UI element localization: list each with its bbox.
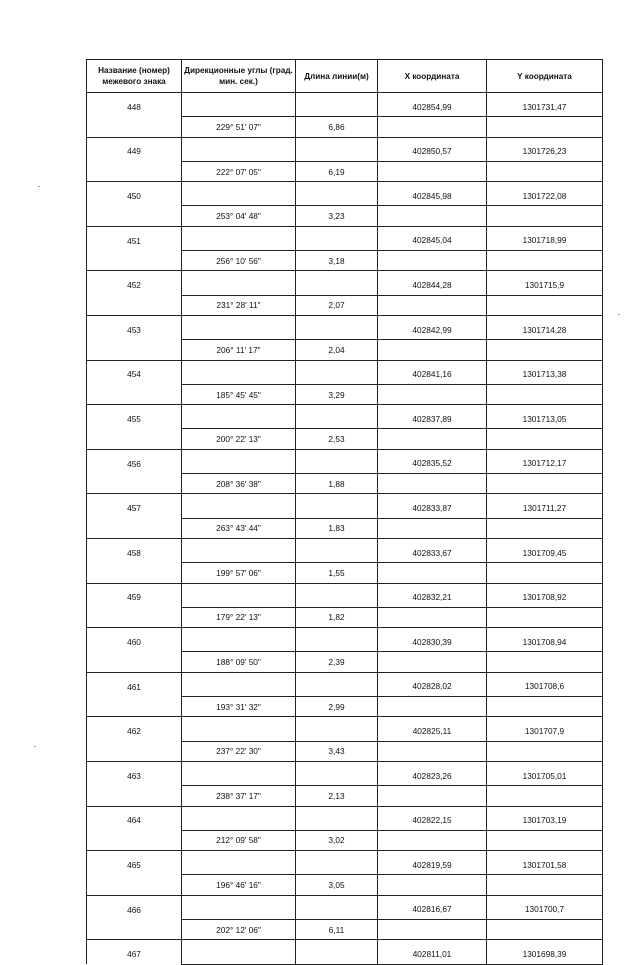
empty-angle-cell bbox=[182, 851, 296, 875]
y-coordinate-cell: 1301708,6 bbox=[487, 672, 603, 696]
header-line-length: Длина линии(м) bbox=[296, 60, 378, 93]
empty-y-cell bbox=[487, 117, 603, 137]
segment-row bbox=[87, 340, 603, 360]
line-length-cell: 6,19 bbox=[296, 161, 378, 181]
point-name-cell: 453 bbox=[87, 315, 182, 339]
point-row bbox=[87, 271, 603, 295]
directional-angle-cell: 202° 12' 06" bbox=[182, 919, 296, 939]
directional-angle-cell: 256° 10' 56" bbox=[182, 251, 296, 271]
point-name-cell: 459 bbox=[87, 583, 182, 607]
empty-x-cell bbox=[378, 206, 487, 226]
empty-y-cell bbox=[487, 563, 603, 583]
empty-name-cell bbox=[87, 697, 182, 717]
segment-row bbox=[87, 295, 603, 315]
empty-length-cell bbox=[296, 940, 378, 964]
empty-y-cell bbox=[487, 607, 603, 627]
empty-name-cell bbox=[87, 295, 182, 315]
y-coordinate-cell: 1301701,58 bbox=[487, 851, 603, 875]
segment-row bbox=[87, 563, 603, 583]
point-name-cell: 467 bbox=[87, 940, 182, 964]
empty-name-cell bbox=[87, 518, 182, 538]
empty-angle-cell bbox=[182, 940, 296, 964]
coordinates-sheet bbox=[86, 59, 603, 965]
empty-y-cell bbox=[487, 340, 603, 360]
point-row bbox=[87, 360, 603, 384]
scan-speck bbox=[34, 746, 36, 747]
line-length-cell: 2,07 bbox=[296, 295, 378, 315]
point-row bbox=[87, 672, 603, 696]
empty-x-cell bbox=[378, 518, 487, 538]
empty-y-cell bbox=[487, 429, 603, 449]
point-name-cell: 450 bbox=[87, 182, 182, 206]
point-row bbox=[87, 137, 603, 161]
x-coordinate-cell: 402816,67 bbox=[378, 895, 487, 919]
x-coordinate-cell: 402811,01 bbox=[378, 940, 487, 964]
empty-name-cell bbox=[87, 741, 182, 761]
empty-x-cell bbox=[378, 295, 487, 315]
directional-angle-cell: 199° 57' 06" bbox=[182, 563, 296, 583]
empty-length-cell bbox=[296, 583, 378, 607]
empty-angle-cell bbox=[182, 806, 296, 830]
empty-name-cell bbox=[87, 251, 182, 271]
point-name-cell: 465 bbox=[87, 851, 182, 875]
x-coordinate-cell: 402822,15 bbox=[378, 806, 487, 830]
point-name-cell: 458 bbox=[87, 538, 182, 562]
x-coordinate-cell: 402845,98 bbox=[378, 182, 487, 206]
empty-x-cell bbox=[378, 117, 487, 137]
line-length-cell: 6,11 bbox=[296, 919, 378, 939]
y-coordinate-cell: 1301713,38 bbox=[487, 360, 603, 384]
x-coordinate-cell: 402841,16 bbox=[378, 360, 487, 384]
x-coordinate-cell: 402842,99 bbox=[378, 315, 487, 339]
empty-name-cell bbox=[87, 474, 182, 494]
line-length-cell: 1,55 bbox=[296, 563, 378, 583]
empty-y-cell bbox=[487, 206, 603, 226]
line-length-cell: 2,39 bbox=[296, 652, 378, 672]
empty-x-cell bbox=[378, 429, 487, 449]
point-name-cell: 466 bbox=[87, 895, 182, 919]
x-coordinate-cell: 402845,04 bbox=[378, 226, 487, 250]
boundary-coordinates-table bbox=[86, 59, 603, 965]
empty-length-cell bbox=[296, 717, 378, 741]
header-directional-angle: Дирекционные углы (град. мин. сек.) bbox=[182, 60, 296, 93]
point-name-cell: 449 bbox=[87, 137, 182, 161]
segment-row bbox=[87, 741, 603, 761]
point-name-cell: 462 bbox=[87, 717, 182, 741]
y-coordinate-cell: 1301708,92 bbox=[487, 583, 603, 607]
line-length-cell: 3,05 bbox=[296, 875, 378, 895]
empty-length-cell bbox=[296, 137, 378, 161]
point-name-cell: 455 bbox=[87, 405, 182, 429]
empty-y-cell bbox=[487, 830, 603, 850]
empty-angle-cell bbox=[182, 360, 296, 384]
directional-angle-cell: 185° 45' 45" bbox=[182, 384, 296, 404]
x-coordinate-cell: 402828,02 bbox=[378, 672, 487, 696]
empty-x-cell bbox=[378, 563, 487, 583]
empty-length-cell bbox=[296, 672, 378, 696]
line-length-cell: 1,88 bbox=[296, 474, 378, 494]
empty-x-cell bbox=[378, 786, 487, 806]
directional-angle-cell: 231° 28' 11" bbox=[182, 295, 296, 315]
header-x-coordinate: X координата bbox=[378, 60, 487, 93]
table-body bbox=[87, 93, 603, 965]
empty-y-cell bbox=[487, 295, 603, 315]
point-row bbox=[87, 628, 603, 652]
empty-name-cell bbox=[87, 919, 182, 939]
segment-row bbox=[87, 429, 603, 449]
empty-name-cell bbox=[87, 117, 182, 137]
empty-x-cell bbox=[378, 697, 487, 717]
empty-angle-cell bbox=[182, 717, 296, 741]
empty-length-cell bbox=[296, 93, 378, 117]
segment-row bbox=[87, 652, 603, 672]
directional-angle-cell: 229° 51' 07" bbox=[182, 117, 296, 137]
line-length-cell: 2,04 bbox=[296, 340, 378, 360]
point-name-cell: 456 bbox=[87, 449, 182, 473]
line-length-cell: 1,83 bbox=[296, 518, 378, 538]
empty-length-cell bbox=[296, 449, 378, 473]
empty-x-cell bbox=[378, 161, 487, 181]
empty-angle-cell bbox=[182, 405, 296, 429]
directional-angle-cell: 208° 36' 38" bbox=[182, 474, 296, 494]
y-coordinate-cell: 1301700,7 bbox=[487, 895, 603, 919]
directional-angle-cell: 200° 22' 13" bbox=[182, 429, 296, 449]
segment-row bbox=[87, 474, 603, 494]
y-coordinate-cell: 1301731,47 bbox=[487, 93, 603, 117]
empty-length-cell bbox=[296, 895, 378, 919]
empty-angle-cell bbox=[182, 672, 296, 696]
segment-row bbox=[87, 786, 603, 806]
point-name-cell: 464 bbox=[87, 806, 182, 830]
empty-y-cell bbox=[487, 875, 603, 895]
empty-y-cell bbox=[487, 697, 603, 717]
y-coordinate-cell: 1301707,9 bbox=[487, 717, 603, 741]
point-name-cell: 460 bbox=[87, 628, 182, 652]
empty-y-cell bbox=[487, 384, 603, 404]
empty-length-cell bbox=[296, 538, 378, 562]
segment-row bbox=[87, 206, 603, 226]
empty-name-cell bbox=[87, 563, 182, 583]
empty-angle-cell bbox=[182, 583, 296, 607]
point-row bbox=[87, 226, 603, 250]
directional-angle-cell: 179° 22' 13" bbox=[182, 607, 296, 627]
empty-angle-cell bbox=[182, 271, 296, 295]
y-coordinate-cell: 1301714,28 bbox=[487, 315, 603, 339]
x-coordinate-cell: 402819,59 bbox=[378, 851, 487, 875]
empty-angle-cell bbox=[182, 628, 296, 652]
empty-name-cell bbox=[87, 340, 182, 360]
empty-name-cell bbox=[87, 830, 182, 850]
segment-row bbox=[87, 161, 603, 181]
point-row bbox=[87, 449, 603, 473]
point-row bbox=[87, 761, 603, 785]
empty-name-cell bbox=[87, 786, 182, 806]
empty-length-cell bbox=[296, 851, 378, 875]
line-length-cell: 2,99 bbox=[296, 697, 378, 717]
segment-row bbox=[87, 518, 603, 538]
x-coordinate-cell: 402833,87 bbox=[378, 494, 487, 518]
y-coordinate-cell: 1301722,08 bbox=[487, 182, 603, 206]
y-coordinate-cell: 1301713,05 bbox=[487, 405, 603, 429]
empty-y-cell bbox=[487, 919, 603, 939]
directional-angle-cell: 253° 04' 48" bbox=[182, 206, 296, 226]
empty-angle-cell bbox=[182, 449, 296, 473]
directional-angle-cell: 237° 22' 30" bbox=[182, 741, 296, 761]
empty-y-cell bbox=[487, 474, 603, 494]
point-row bbox=[87, 717, 603, 741]
line-length-cell: 2,53 bbox=[296, 429, 378, 449]
empty-angle-cell bbox=[182, 494, 296, 518]
empty-y-cell bbox=[487, 741, 603, 761]
empty-length-cell bbox=[296, 761, 378, 785]
empty-name-cell bbox=[87, 206, 182, 226]
empty-x-cell bbox=[378, 830, 487, 850]
empty-x-cell bbox=[378, 652, 487, 672]
empty-name-cell bbox=[87, 429, 182, 449]
empty-length-cell bbox=[296, 182, 378, 206]
directional-angle-cell: 212° 09' 58" bbox=[182, 830, 296, 850]
x-coordinate-cell: 402825,11 bbox=[378, 717, 487, 741]
segment-row bbox=[87, 607, 603, 627]
empty-angle-cell bbox=[182, 226, 296, 250]
directional-angle-cell: 238° 37' 17" bbox=[182, 786, 296, 806]
point-name-cell: 463 bbox=[87, 761, 182, 785]
empty-angle-cell bbox=[182, 761, 296, 785]
y-coordinate-cell: 1301715,9 bbox=[487, 271, 603, 295]
x-coordinate-cell: 402835,52 bbox=[378, 449, 487, 473]
empty-x-cell bbox=[378, 875, 487, 895]
line-length-cell: 3,18 bbox=[296, 251, 378, 271]
y-coordinate-cell: 1301708,94 bbox=[487, 628, 603, 652]
empty-length-cell bbox=[296, 315, 378, 339]
y-coordinate-cell: 1301705,01 bbox=[487, 761, 603, 785]
empty-name-cell bbox=[87, 384, 182, 404]
empty-y-cell bbox=[487, 786, 603, 806]
line-length-cell: 3,43 bbox=[296, 741, 378, 761]
y-coordinate-cell: 1301703,19 bbox=[487, 806, 603, 830]
y-coordinate-cell: 1301698,39 bbox=[487, 940, 603, 964]
directional-angle-cell: 196° 46' 16" bbox=[182, 875, 296, 895]
x-coordinate-cell: 402837,89 bbox=[378, 405, 487, 429]
directional-angle-cell: 222° 07' 05" bbox=[182, 161, 296, 181]
empty-length-cell bbox=[296, 806, 378, 830]
y-coordinate-cell: 1301712,17 bbox=[487, 449, 603, 473]
line-length-cell: 3,23 bbox=[296, 206, 378, 226]
empty-y-cell bbox=[487, 518, 603, 538]
empty-length-cell bbox=[296, 271, 378, 295]
directional-angle-cell: 193° 31' 32" bbox=[182, 697, 296, 717]
empty-x-cell bbox=[378, 340, 487, 360]
directional-angle-cell: 206° 11' 17" bbox=[182, 340, 296, 360]
header-row bbox=[87, 60, 603, 93]
line-length-cell: 3,29 bbox=[296, 384, 378, 404]
segment-row bbox=[87, 830, 603, 850]
point-row bbox=[87, 940, 603, 964]
point-row bbox=[87, 93, 603, 117]
scan-speck bbox=[38, 186, 40, 187]
x-coordinate-cell: 402854,99 bbox=[378, 93, 487, 117]
point-name-cell: 461 bbox=[87, 672, 182, 696]
x-coordinate-cell: 402833,67 bbox=[378, 538, 487, 562]
empty-angle-cell bbox=[182, 538, 296, 562]
empty-angle-cell bbox=[182, 182, 296, 206]
directional-angle-cell: 188° 09' 50" bbox=[182, 652, 296, 672]
point-name-cell: 457 bbox=[87, 494, 182, 518]
empty-length-cell bbox=[296, 360, 378, 384]
empty-x-cell bbox=[378, 384, 487, 404]
empty-name-cell bbox=[87, 161, 182, 181]
y-coordinate-cell: 1301709,45 bbox=[487, 538, 603, 562]
line-length-cell: 1,82 bbox=[296, 607, 378, 627]
empty-x-cell bbox=[378, 251, 487, 271]
point-row bbox=[87, 851, 603, 875]
segment-row bbox=[87, 875, 603, 895]
empty-x-cell bbox=[378, 607, 487, 627]
header-point-name: Название (номер) межевого знака bbox=[87, 60, 182, 93]
point-name-cell: 448 bbox=[87, 93, 182, 117]
point-name-cell: 452 bbox=[87, 271, 182, 295]
empty-y-cell bbox=[487, 652, 603, 672]
x-coordinate-cell: 402830,39 bbox=[378, 628, 487, 652]
point-row bbox=[87, 182, 603, 206]
x-coordinate-cell: 402823,26 bbox=[378, 761, 487, 785]
x-coordinate-cell: 402844,28 bbox=[378, 271, 487, 295]
empty-angle-cell bbox=[182, 315, 296, 339]
empty-name-cell bbox=[87, 875, 182, 895]
empty-angle-cell bbox=[182, 137, 296, 161]
empty-x-cell bbox=[378, 741, 487, 761]
header-y-coordinate: Y координата bbox=[487, 60, 603, 93]
point-row bbox=[87, 895, 603, 919]
empty-angle-cell bbox=[182, 895, 296, 919]
empty-length-cell bbox=[296, 226, 378, 250]
empty-length-cell bbox=[296, 628, 378, 652]
segment-row bbox=[87, 384, 603, 404]
point-row bbox=[87, 315, 603, 339]
y-coordinate-cell: 1301726,23 bbox=[487, 137, 603, 161]
line-length-cell: 3,02 bbox=[296, 830, 378, 850]
empty-y-cell bbox=[487, 161, 603, 181]
empty-length-cell bbox=[296, 494, 378, 518]
segment-row bbox=[87, 251, 603, 271]
segment-row bbox=[87, 117, 603, 137]
point-row bbox=[87, 806, 603, 830]
point-row bbox=[87, 583, 603, 607]
point-row bbox=[87, 494, 603, 518]
empty-x-cell bbox=[378, 919, 487, 939]
x-coordinate-cell: 402832,21 bbox=[378, 583, 487, 607]
point-row bbox=[87, 538, 603, 562]
y-coordinate-cell: 1301718,99 bbox=[487, 226, 603, 250]
empty-angle-cell bbox=[182, 93, 296, 117]
point-row bbox=[87, 405, 603, 429]
segment-row bbox=[87, 919, 603, 939]
empty-name-cell bbox=[87, 607, 182, 627]
empty-length-cell bbox=[296, 405, 378, 429]
empty-x-cell bbox=[378, 474, 487, 494]
empty-name-cell bbox=[87, 652, 182, 672]
point-name-cell: 454 bbox=[87, 360, 182, 384]
y-coordinate-cell: 1301711,27 bbox=[487, 494, 603, 518]
segment-row bbox=[87, 697, 603, 717]
line-length-cell: 6,86 bbox=[296, 117, 378, 137]
point-name-cell: 451 bbox=[87, 226, 182, 250]
empty-y-cell bbox=[487, 251, 603, 271]
scan-speck bbox=[618, 314, 620, 315]
x-coordinate-cell: 402850,57 bbox=[378, 137, 487, 161]
line-length-cell: 2,13 bbox=[296, 786, 378, 806]
directional-angle-cell: 263° 43' 44" bbox=[182, 518, 296, 538]
